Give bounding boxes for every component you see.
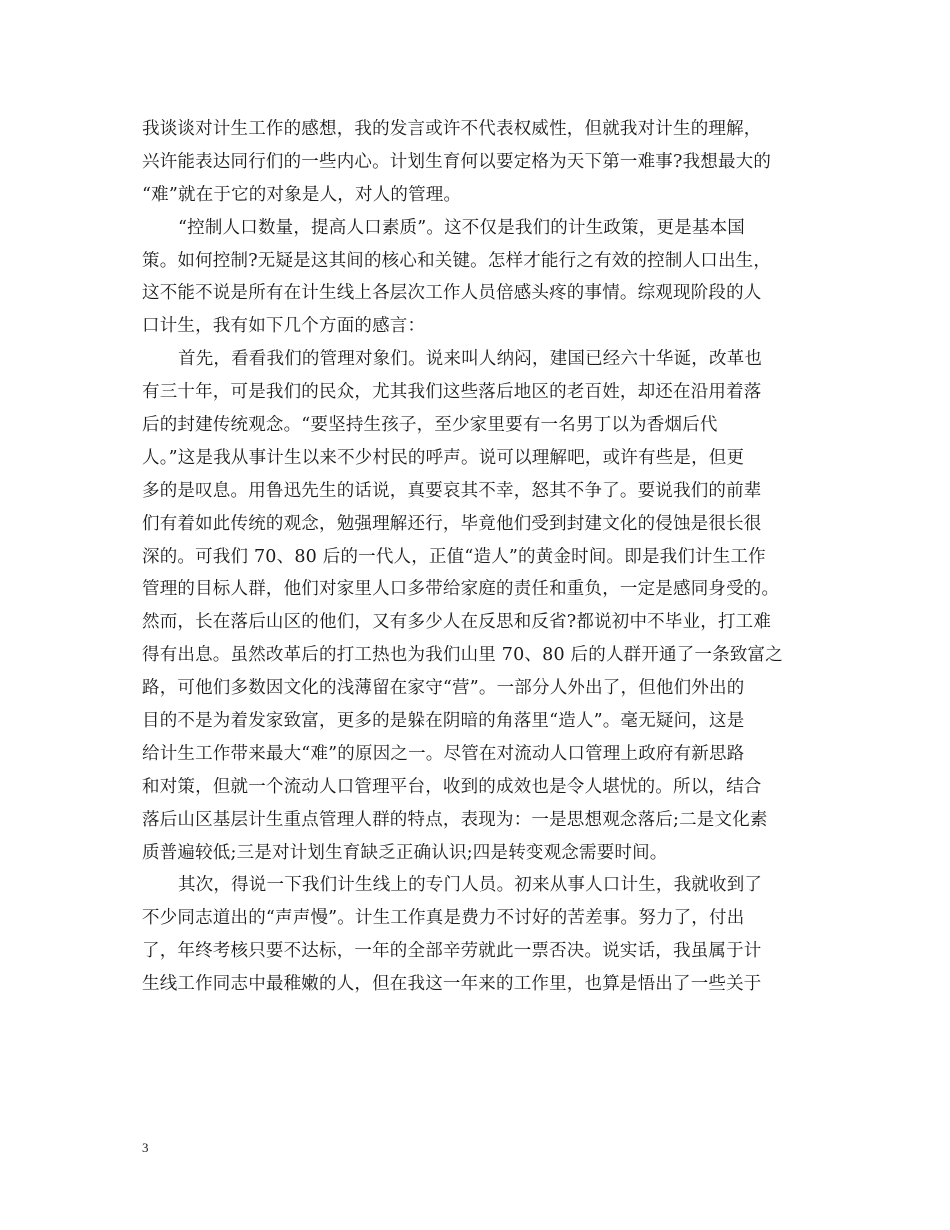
text-line: 得有出息。虽然改革后的打工热也为我们山里 70、80 后的人群开通了一条致富之: [142, 645, 783, 666]
text-line: 首先，看看我们的管理对象们。说来叫人纳闷，建国已经六十华诞，改革也: [178, 349, 763, 370]
text-line: “难”就在于它的对象是人，对人的管理。: [142, 184, 462, 205]
text-line: 人。”这是我从事计生以来不少村民的呼声。说可以理解吧，或许有些是，但更: [142, 447, 745, 468]
text-line: 目的不是为着发家致富，更多的是躲在阴暗的角落里“造人”。毫无疑问，这是: [142, 711, 745, 732]
text-line: 生线工作同志中最稚嫩的人，但在我这一年来的工作里，也算是悟出了一些关于: [142, 974, 762, 995]
text-line: “控制人口数量，提高人口素质”。这不仅是我们的计生政策，更是基本国: [178, 217, 745, 238]
text-line: 口计生，我有如下几个方面的感言：: [142, 316, 426, 337]
text-line: 后的封建传统观念。“要坚持生孩子，至少家里要有一名男丁以为香烟后代: [142, 415, 718, 436]
text-line: 其次，得说一下我们计生线上的专门人员。初来从事人口计生，我就收到了: [178, 875, 763, 896]
text-line: 质普遍较低;三是对计划生育缺乏正确认识;四是转变观念需要时间。: [142, 842, 668, 863]
text-line: 和对策，但就一个流动人口管理平台，收到的成效也是令人堪忧的。所以，结合: [142, 776, 762, 797]
body-text: [142, 113, 822, 1001]
text-line: 管理的目标人群，他们对家里人口多带给家庭的责任和重负，一定是感同身受的。: [142, 579, 780, 600]
text-line: 路，可他们多数因文化的浅薄留在家守“营”。一部分人外出了，但他们外出的: [142, 678, 745, 699]
text-line: 我谈谈对计生工作的感想，我的发言或许不代表权威性，但就我对计生的理解，: [142, 119, 762, 139]
text-line: 策。如何控制?无疑是这其间的核心和关键。怎样才能行之有效的控制人口出生，: [142, 250, 772, 271]
text-line: 落后山区基层计生重点管理人群的特点，表现为：一是思想观念落后;二是文化素: [142, 809, 768, 830]
page-number: 3: [142, 1140, 149, 1155]
text-line: 深的。可我们 70、80 后的一代人，正值“造人”的黄金时间。即是我们计生工作: [142, 546, 766, 567]
text-line: 不少同志道出的“声声慢”。计生工作真是费力不讨好的苦差事。努力了，付出: [142, 908, 745, 929]
text-line: 有三十年，可是我们的民众，尤其我们这些落后地区的老百姓，却还在沿用着落: [142, 382, 762, 403]
text-line: 然而，长在落后山区的他们，又有多少人在反思和反省?都说初中不毕业，打工难: [142, 612, 772, 633]
text-line: 给计生工作带来最大“难”的原因之一。尽管在对流动人口管理上政府有新思路: [142, 743, 745, 764]
text-line: 多的是叹息。用鲁迅先生的话说，真要哀其不幸，怒其不争了。要说我们的前辈: [142, 480, 762, 501]
text-line: 兴许能表达同行们的一些内心。计划生育何以要定格为天下第一难事?我想最大的: [142, 151, 772, 172]
text-line: 这不能不说是所有在计生线上各层次工作人员倍感头疼的事情。综观现阶段的人: [142, 283, 762, 304]
text-line: 了，年终考核只要不达标，一年的全部辛劳就此一票否决。说实话，我虽属于计: [142, 941, 762, 962]
text-line: 们有着如此传统的观念，勉强理解还行，毕竟他们受到封建文化的侵蚀是很长很: [142, 513, 762, 534]
